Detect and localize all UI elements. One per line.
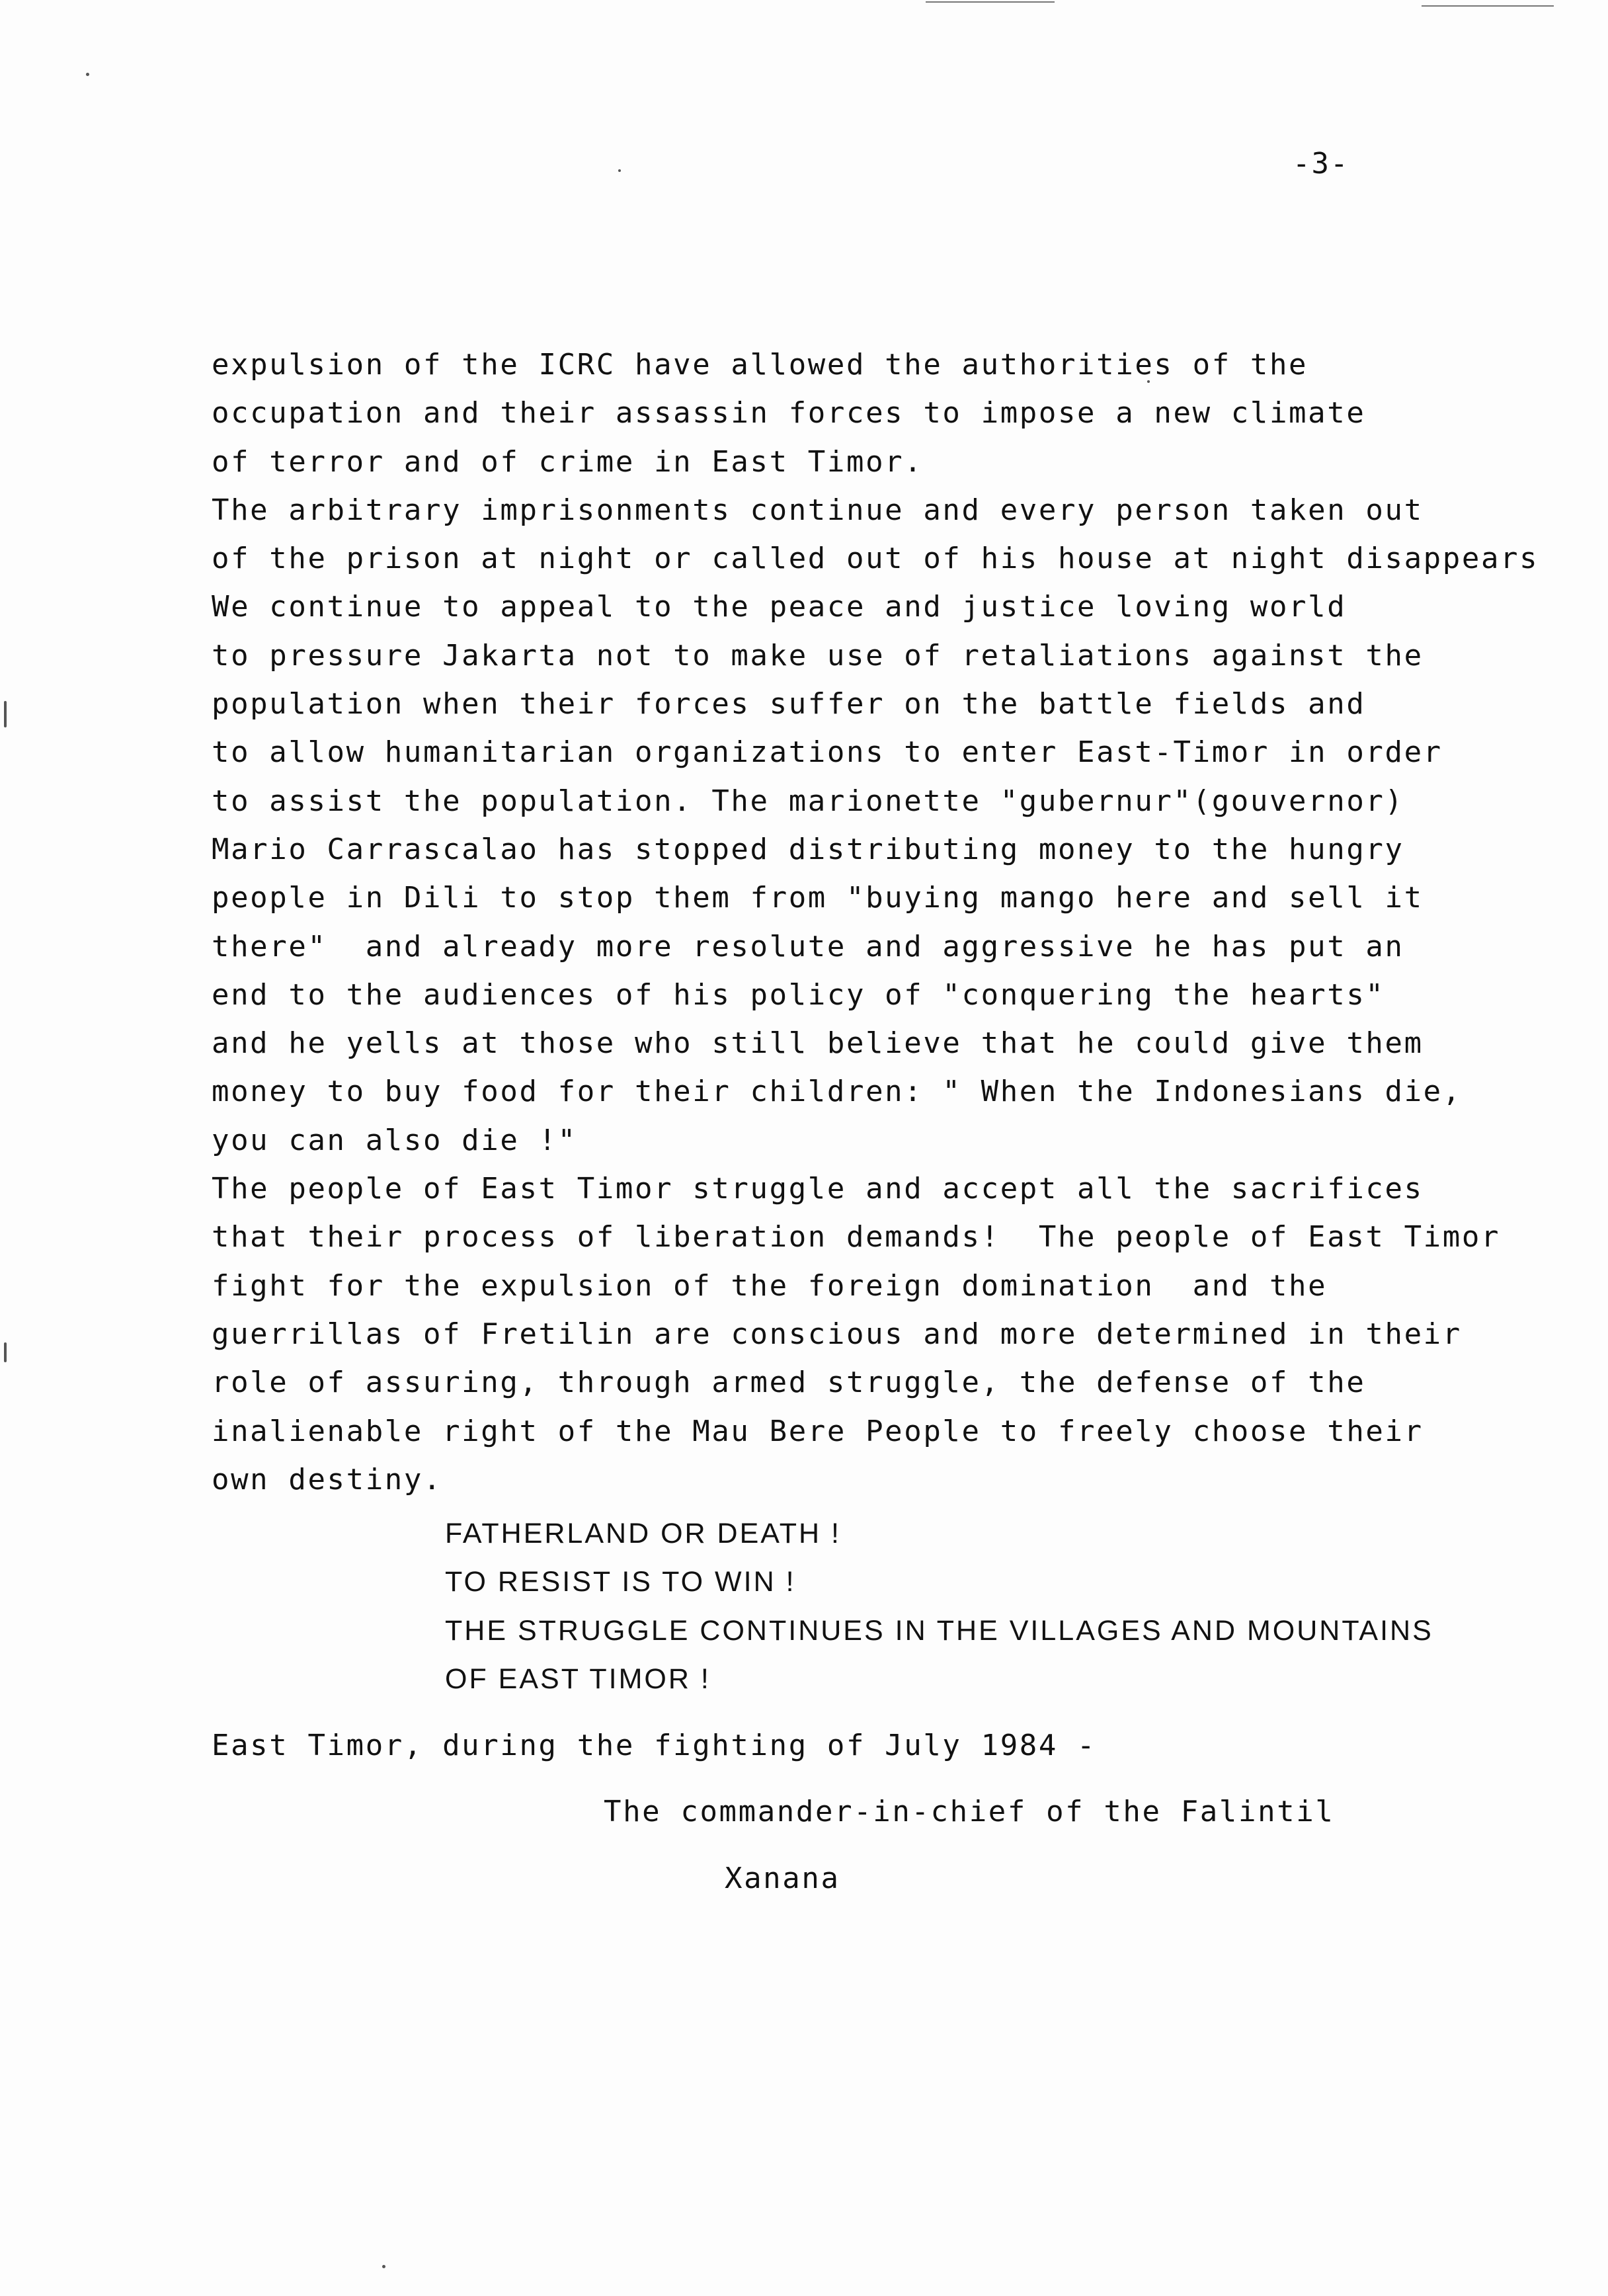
scan-edge-line-top <box>926 1 1055 3</box>
body-line: own destiny. <box>212 1462 443 1496</box>
body-line: people in Dili to stop them from "buying mango here and sell it <box>212 881 1424 915</box>
body-line: money to buy food for their children: " When the Indonesians die, <box>212 1075 1462 1109</box>
body-line: and he yells at those who still believe that he could give them <box>212 1026 1424 1061</box>
scan-edge-line-top-right <box>1422 5 1554 7</box>
body-line: The arbitrary imprisonments continue and every person taken out <box>212 493 1424 527</box>
slogans <box>445 1510 1433 1703</box>
signatory-name: Xanana <box>725 1862 840 1895</box>
body-line: to assist the population. The marionette "gubernur"(gouvernor) <box>212 784 1404 818</box>
body-line: fight for the expulsion of the foreign domination and the <box>212 1268 1328 1303</box>
body-line: that their process of liberation demands! The people of East Timor <box>212 1220 1501 1254</box>
body-line: role of assuring, through armed struggle, the defense of the <box>212 1366 1366 1400</box>
slogan-line: OF EAST TIMOR ! <box>445 1662 711 1695</box>
slogan-line: FATHERLAND OR DEATH ! <box>445 1518 841 1549</box>
body-line: inalienable right of the Mau Bere People to freely choose their <box>212 1414 1424 1448</box>
scan-speck <box>618 169 621 172</box>
body-line: end to the audiences of his policy of "conquering the hearts" <box>212 977 1385 1012</box>
body-line: The people of East Timor struggle and accept all the sacrifices <box>212 1172 1424 1206</box>
body-line: Mario Carrascalao has stopped distributing money to the hungry <box>212 832 1404 866</box>
body-line: We continue to appeal to the peace and justice loving world <box>212 590 1347 624</box>
body-text <box>212 341 1574 1504</box>
dateline: East Timor, during the fighting of July 1984 - <box>212 1729 1097 1762</box>
body-line: you can also die !" <box>212 1123 577 1157</box>
body-line: to allow humanitarian organizations to enter East-Timor in order <box>212 735 1443 770</box>
scan-speck <box>382 2265 385 2268</box>
slogan-line: THE STRUGGLE CONTINUES IN THE VILLAGES AND MOUNTAINS <box>445 1614 1433 1647</box>
scan-margin-mark <box>4 701 7 727</box>
body-line: to pressure Jakarta not to make use of retaliations against the <box>212 638 1424 673</box>
body-line: population when their forces suffer on the battle fields and <box>212 687 1366 721</box>
slogan-line: TO RESIST IS TO WIN ! <box>445 1566 796 1598</box>
body-line: expulsion of the ICRC have allowed the authorities of the <box>212 348 1308 382</box>
body-line: guerrillas of Fretilin are conscious and more determined in their <box>212 1317 1462 1351</box>
scan-margin-mark <box>4 1342 7 1362</box>
signatory-title: The commander-in-chief of the Falintil <box>604 1795 1335 1828</box>
body-line: there" and already more resolute and aggressive he has put an <box>212 929 1404 964</box>
body-line: of terror and of crime in East Timor. <box>212 444 924 479</box>
body-line: occupation and their assassin forces to impose a new climate <box>212 396 1366 430</box>
scan-speck <box>86 73 89 76</box>
page-number: -3- <box>1293 147 1349 181</box>
body-line: of the prison at night or called out of his house at night disappears <box>212 542 1539 576</box>
